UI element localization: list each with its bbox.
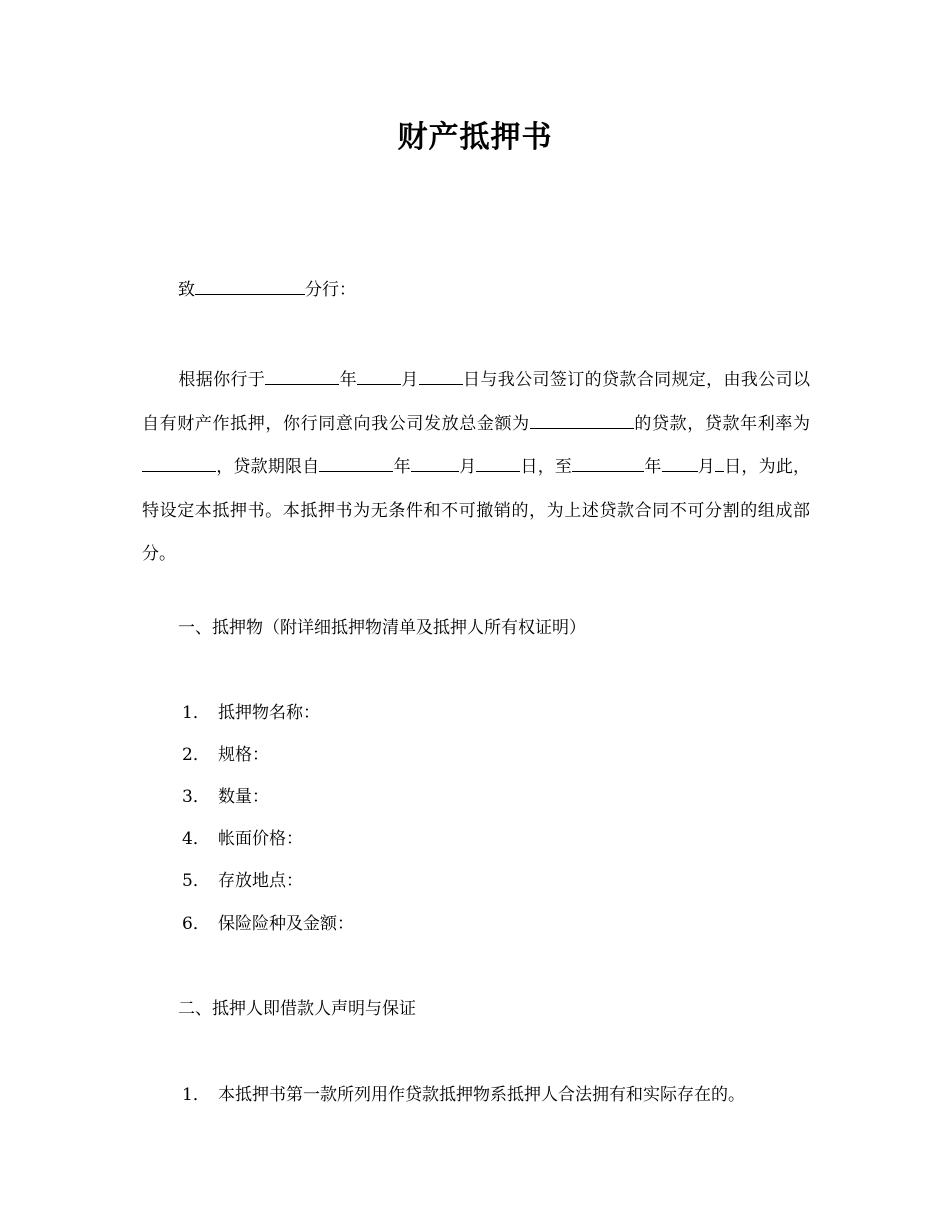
salutation-prefix: 致 bbox=[178, 280, 195, 300]
list-number: 4． bbox=[182, 829, 210, 849]
intro-text: 月 bbox=[400, 370, 419, 390]
branch-blank[interactable] bbox=[195, 277, 305, 295]
list-text: 抵押物名称： bbox=[218, 703, 320, 723]
list-number: 6． bbox=[182, 914, 210, 934]
list-text: 数量： bbox=[218, 787, 269, 807]
intro-text: 年 bbox=[393, 457, 411, 477]
document-title: 财产抵押书 bbox=[397, 120, 553, 155]
list-number: 2． bbox=[182, 745, 210, 765]
list-number: 5． bbox=[182, 871, 210, 891]
intro-text: 日与我公司签订的贷款合同规定，由我公司以自有财产作抵押，你行同意向我公司发放总金额为 bbox=[142, 370, 811, 434]
list-item bbox=[182, 912, 354, 936]
list-text: 存放地点： bbox=[218, 871, 303, 891]
intro-text: 日，为此，特设定本抵押书。本抵押书为无条件和不可撤销的，为上述贷款合同不可分割的组成部分。 bbox=[142, 457, 811, 564]
intro-text: 日，至 bbox=[520, 457, 573, 477]
list-item bbox=[182, 1083, 745, 1107]
interest-rate-blank[interactable] bbox=[142, 454, 216, 472]
intro-text: 根据你行于 bbox=[178, 370, 266, 390]
salutation bbox=[178, 277, 356, 302]
sign-month-blank[interactable] bbox=[357, 367, 401, 385]
start-month-blank[interactable] bbox=[411, 454, 459, 472]
list-number: 3． bbox=[182, 787, 210, 807]
intro-text: 的贷款，贷款年利率为 bbox=[633, 413, 810, 434]
list-item bbox=[182, 827, 303, 851]
intro-text: 年 bbox=[644, 457, 662, 477]
intro-text: 月 bbox=[697, 457, 715, 477]
intro-text: 年 bbox=[339, 370, 357, 390]
sign-day-blank[interactable] bbox=[419, 367, 463, 385]
loan-amount-blank[interactable] bbox=[530, 411, 634, 429]
list-text: 本抵押书第一款所列用作贷款抵押物系抵押人合法拥有和实际存在的。 bbox=[218, 1085, 745, 1105]
start-year-blank[interactable] bbox=[319, 454, 393, 472]
intro-paragraph bbox=[142, 359, 810, 577]
salutation-suffix: 分行： bbox=[305, 280, 356, 300]
end-month-blank[interactable] bbox=[662, 454, 698, 472]
list-number: 1． bbox=[182, 1085, 210, 1105]
start-day-blank[interactable] bbox=[476, 454, 520, 472]
list-item bbox=[182, 785, 269, 809]
list-item bbox=[182, 869, 303, 893]
intro-text: 月 bbox=[458, 457, 477, 477]
list-text: 规格： bbox=[218, 745, 269, 765]
end-day-blank[interactable] bbox=[715, 454, 724, 472]
sign-year-blank[interactable] bbox=[265, 367, 339, 385]
list-text: 保险险种及金额： bbox=[218, 914, 354, 934]
intro-text: ，贷款期限自 bbox=[216, 457, 320, 477]
end-year-blank[interactable] bbox=[572, 454, 644, 472]
list-item bbox=[182, 743, 269, 767]
list-item bbox=[182, 701, 320, 725]
section2-heading: 二、抵押人即借款人声明与保证 bbox=[178, 999, 416, 1019]
section1-heading: 一、抵押物（附详细抵押物清单及抵押人所有权证明） bbox=[178, 618, 586, 638]
list-number: 1． bbox=[182, 703, 210, 723]
list-text: 帐面价格： bbox=[218, 829, 303, 849]
